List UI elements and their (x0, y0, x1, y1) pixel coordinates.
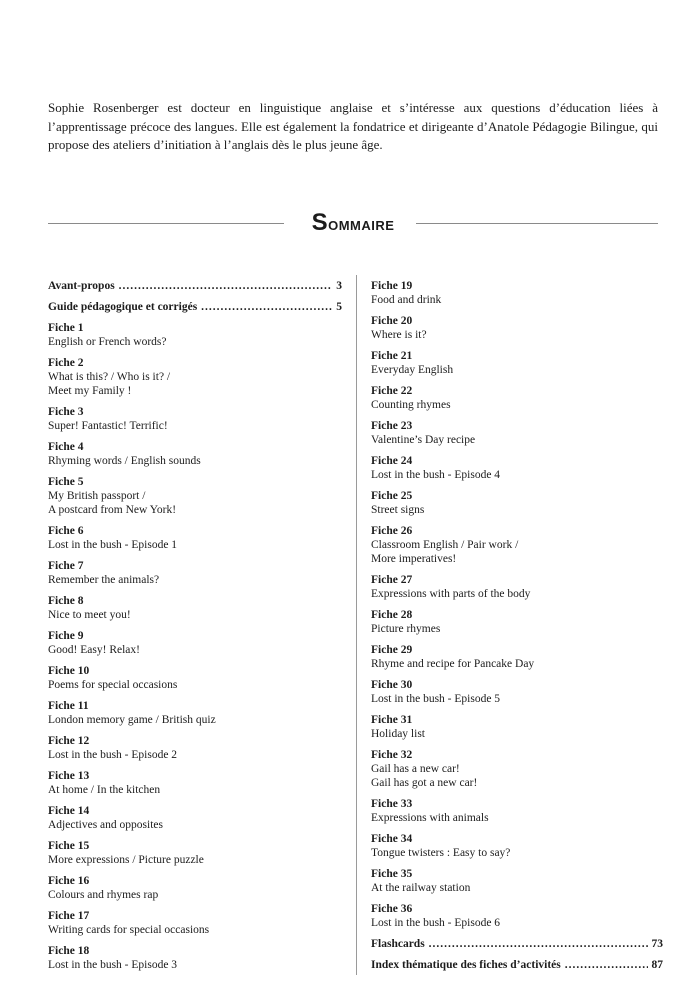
fiche-label: Fiche 20 (371, 315, 413, 327)
toc-avant-propos-label: Avant-propos (48, 280, 115, 292)
fiche-title: Super! Fantastic! Terrific! (48, 420, 168, 432)
entry-gap (371, 517, 663, 524)
fiche-label: Fiche 2 (48, 357, 84, 369)
fiche-label: Fiche 34 (371, 833, 413, 845)
fiche-label: Fiche 19 (371, 280, 413, 292)
fiche-title: Lost in the bush - Episode 4 (371, 469, 501, 481)
entry-gap (371, 377, 663, 384)
toc-fiche-entry[interactable] (371, 713, 663, 741)
toc-fiche-entry[interactable] (371, 279, 663, 307)
fiche-label: Fiche 5 (48, 476, 84, 488)
toc-fiche-entry[interactable] (371, 454, 663, 482)
fiche-title: London memory game / British quiz (48, 714, 216, 726)
fiche-label: Fiche 15 (48, 840, 90, 852)
fiche-label: Fiche 6 (48, 525, 84, 537)
entry-gap (371, 412, 663, 419)
fiche-title: Lost in the bush - Episode 3 (48, 959, 178, 971)
toc-fiche-entry[interactable] (371, 489, 663, 517)
fiche-label: Fiche 21 (371, 350, 413, 362)
toc-fiche-entry[interactable] (371, 349, 663, 377)
toc-fiche-entry[interactable] (48, 440, 342, 468)
fiche-title: At the railway station (371, 882, 471, 894)
fiche-title: Valentine’s Day recipe (371, 434, 476, 446)
fiche-title: At home / In the kitchen (48, 784, 161, 796)
fiche-title: Lost in the bush - Episode 6 (371, 917, 501, 929)
fiche-label: Fiche 32 (371, 749, 413, 761)
entry-gap (48, 972, 342, 979)
fiche-title: Expressions with parts of the body (371, 588, 531, 600)
title-rest: ommaire (328, 214, 395, 235)
entry-gap (48, 349, 342, 356)
toc-fiche-entry[interactable] (371, 797, 663, 825)
fiche-label: Fiche 28 (371, 609, 413, 621)
entry-gap (48, 692, 342, 699)
toc-guide[interactable] (48, 300, 342, 321)
fiche-label: Fiche 17 (48, 910, 90, 922)
toc-fiche-entry[interactable] (371, 832, 663, 860)
toc-fiche-entry[interactable] (371, 643, 663, 671)
fiche-title: Holiday list (371, 728, 425, 740)
fiche-title: More expressions / Picture puzzle (48, 854, 204, 866)
toc-right-column (371, 279, 663, 979)
toc-fiche-entry[interactable] (48, 321, 342, 349)
toc-index[interactable] (371, 958, 663, 979)
entry-gap (371, 566, 663, 573)
toc-fiche-entry[interactable] (48, 405, 342, 433)
fiche-title: Gail has a new car! (371, 763, 460, 775)
toc-index-label: Index thématique des fiches d’activités (371, 959, 561, 971)
author-bio: Sophie Rosenberger est docteur en linguistique anglaise et s’intéresse aux questions d’éducation liées à l’apprentissage précoce des langues. Elle est également la fondatrice et dirigeante d’Anatole Pédagogie Bilingue, qui propose des ateliers d’initiation à l’anglais dès le plus jeune âge. (48, 100, 658, 152)
toc-fiche-entry[interactable] (371, 748, 663, 790)
fiche-title: Expressions with animals (371, 812, 489, 824)
entry-gap (371, 706, 663, 713)
fiche-label: Fiche 13 (48, 770, 90, 782)
fiche-title: Colours and rhymes rap (48, 889, 159, 901)
fiche-title: More imperatives! (371, 553, 457, 565)
fiche-title: Food and drink (371, 294, 442, 306)
toc-fiche-entry[interactable] (371, 867, 663, 895)
toc-fiche-entry[interactable] (48, 699, 342, 727)
entry-gap (48, 587, 342, 594)
entry-gap (48, 433, 342, 440)
fiche-label: Fiche 33 (371, 798, 413, 810)
toc-fiche-entry[interactable] (48, 524, 342, 552)
entry-gap (371, 860, 663, 867)
toc-fiche-entry[interactable] (48, 944, 342, 972)
fiche-title: English or French words? (48, 336, 167, 348)
fiche-title: Lost in the bush - Episode 2 (48, 749, 178, 761)
toc-avant-propos[interactable] (48, 279, 342, 300)
fiche-label: Fiche 11 (48, 700, 89, 712)
toc-fiche-entry[interactable] (48, 559, 342, 587)
fiche-label: Fiche 9 (48, 630, 84, 642)
entry-gap (48, 622, 342, 629)
fiche-label: Fiche 4 (48, 441, 84, 453)
fiche-title: Tongue twisters : Easy to say? (371, 847, 511, 859)
fiche-title: Writing cards for special occasions (48, 924, 210, 936)
fiche-label: Fiche 29 (371, 644, 413, 656)
toc-fiche-entry[interactable] (371, 524, 663, 566)
toc-fiche-entry[interactable] (371, 314, 663, 342)
toc-fiche-entry[interactable] (371, 419, 663, 447)
toc-fiche-entry[interactable] (48, 629, 342, 657)
toc-fiche-entry[interactable] (48, 769, 342, 797)
fiche-label: Fiche 18 (48, 945, 90, 957)
toc-fiche-entry[interactable] (48, 664, 342, 692)
toc-flashcards-label: Flashcards (371, 938, 425, 950)
fiche-label: Fiche 16 (48, 875, 90, 887)
entry-gap (48, 762, 342, 769)
fiche-title: Everyday English (371, 364, 454, 376)
fiche-label: Fiche 35 (371, 868, 413, 880)
entry-gap (48, 657, 342, 664)
fiche-title: My British passport / (48, 490, 146, 502)
fiche-label: Fiche 31 (371, 714, 413, 726)
fiche-title: Classroom English / Pair work / (371, 539, 519, 551)
entry-gap (48, 517, 342, 524)
toc-left-column (48, 279, 342, 979)
title-rule-right (416, 223, 658, 224)
entry-gap (371, 790, 663, 797)
entry-gap (371, 741, 663, 748)
entry-gap (48, 398, 342, 405)
fiche-title: A postcard from New York! (48, 504, 177, 516)
fiche-label: Fiche 22 (371, 385, 413, 397)
fiche-title: Rhyme and recipe for Pancake Day (371, 658, 535, 670)
fiche-label: Fiche 3 (48, 406, 84, 418)
toc-fiche-entry[interactable] (371, 384, 663, 412)
leader-dots (429, 937, 648, 951)
fiche-label: Fiche 7 (48, 560, 84, 572)
toc-fiche-entry[interactable] (371, 608, 663, 636)
toc-fiche-entry[interactable] (371, 678, 663, 706)
fiche-title: Meet my Family ! (48, 385, 132, 397)
entry-gap (371, 636, 663, 643)
toc-fiche-entry[interactable] (48, 594, 342, 622)
entry-gap (371, 342, 663, 349)
page-title (48, 205, 658, 243)
toc-fiche-entry[interactable] (371, 902, 663, 930)
fiche-title: Picture rhymes (371, 623, 441, 635)
fiche-label: Fiche 12 (48, 735, 90, 747)
fiche-label: Fiche 23 (371, 420, 413, 432)
entry-gap (48, 867, 342, 874)
leader-dots (201, 300, 332, 314)
entry-gap (371, 601, 663, 608)
toc-avant-propos-page: 3 (336, 280, 342, 292)
entry-gap (48, 468, 342, 475)
toc-fiche-entry[interactable] (48, 734, 342, 762)
fiche-title: Nice to meet you! (48, 609, 131, 621)
leader-dots (565, 958, 648, 972)
title-initial: S (311, 209, 329, 236)
toc-index-page: 87 (651, 959, 663, 971)
fiche-label: Fiche 8 (48, 595, 84, 607)
fiche-label: Fiche 30 (371, 679, 413, 691)
fiche-label: Fiche 14 (48, 805, 90, 817)
fiche-label: Fiche 25 (371, 490, 413, 502)
entry-gap (371, 447, 663, 454)
entry-gap (371, 482, 663, 489)
fiche-title: Lost in the bush - Episode 5 (371, 693, 501, 705)
fiche-label: Fiche 36 (371, 903, 413, 915)
fiche-label: Fiche 1 (48, 322, 84, 334)
toc-fiche-entry[interactable] (48, 839, 342, 867)
toc-guide-label: Guide pédagogique et corrigés (48, 301, 198, 313)
title-row (48, 205, 658, 241)
entry-gap (48, 937, 342, 944)
toc-fiche-entry[interactable] (48, 909, 342, 937)
toc-fiche-entry[interactable] (371, 573, 663, 601)
entry-gap (48, 902, 342, 909)
fiche-title: Lost in the bush - Episode 1 (48, 539, 178, 551)
entry-gap (371, 825, 663, 832)
entry-gap (48, 832, 342, 839)
entry-gap (371, 930, 663, 937)
toc-flashcards-page: 73 (651, 938, 663, 950)
entry-gap (371, 671, 663, 678)
leader-dots (119, 279, 333, 293)
toc-guide-page: 5 (336, 301, 342, 313)
fiche-title: Street signs (371, 504, 425, 516)
fiche-title: Good! Easy! Relax! (48, 644, 140, 656)
fiche-label: Fiche 10 (48, 665, 90, 677)
fiche-label: Fiche 27 (371, 574, 413, 586)
toc-fiche-entry[interactable] (48, 475, 342, 517)
fiche-title: Remember the animals? (48, 574, 160, 586)
fiche-title: Adjectives and opposites (48, 819, 163, 831)
toc-fiche-entry[interactable] (48, 356, 342, 398)
fiche-title: Poems for special occasions (48, 679, 178, 691)
entry-gap (48, 727, 342, 734)
entry-gap (48, 552, 342, 559)
entry-gap (48, 797, 342, 804)
fiche-title: Gail has got a new car! (371, 777, 478, 789)
fiche-title: What is this? / Who is it? / (48, 371, 171, 383)
fiche-title: Counting rhymes (371, 399, 451, 411)
column-divider (356, 275, 357, 975)
fiche-label: Fiche 24 (371, 455, 413, 467)
fiche-title: Rhyming words / English sounds (48, 455, 201, 467)
fiche-label: Fiche 26 (371, 525, 413, 537)
toc-flashcards[interactable] (371, 937, 663, 958)
entry-gap (371, 307, 663, 314)
entry-gap (371, 895, 663, 902)
toc-fiche-entry[interactable] (48, 804, 342, 832)
toc-fiche-entry[interactable] (48, 874, 342, 902)
fiche-title: Where is it? (371, 329, 427, 341)
